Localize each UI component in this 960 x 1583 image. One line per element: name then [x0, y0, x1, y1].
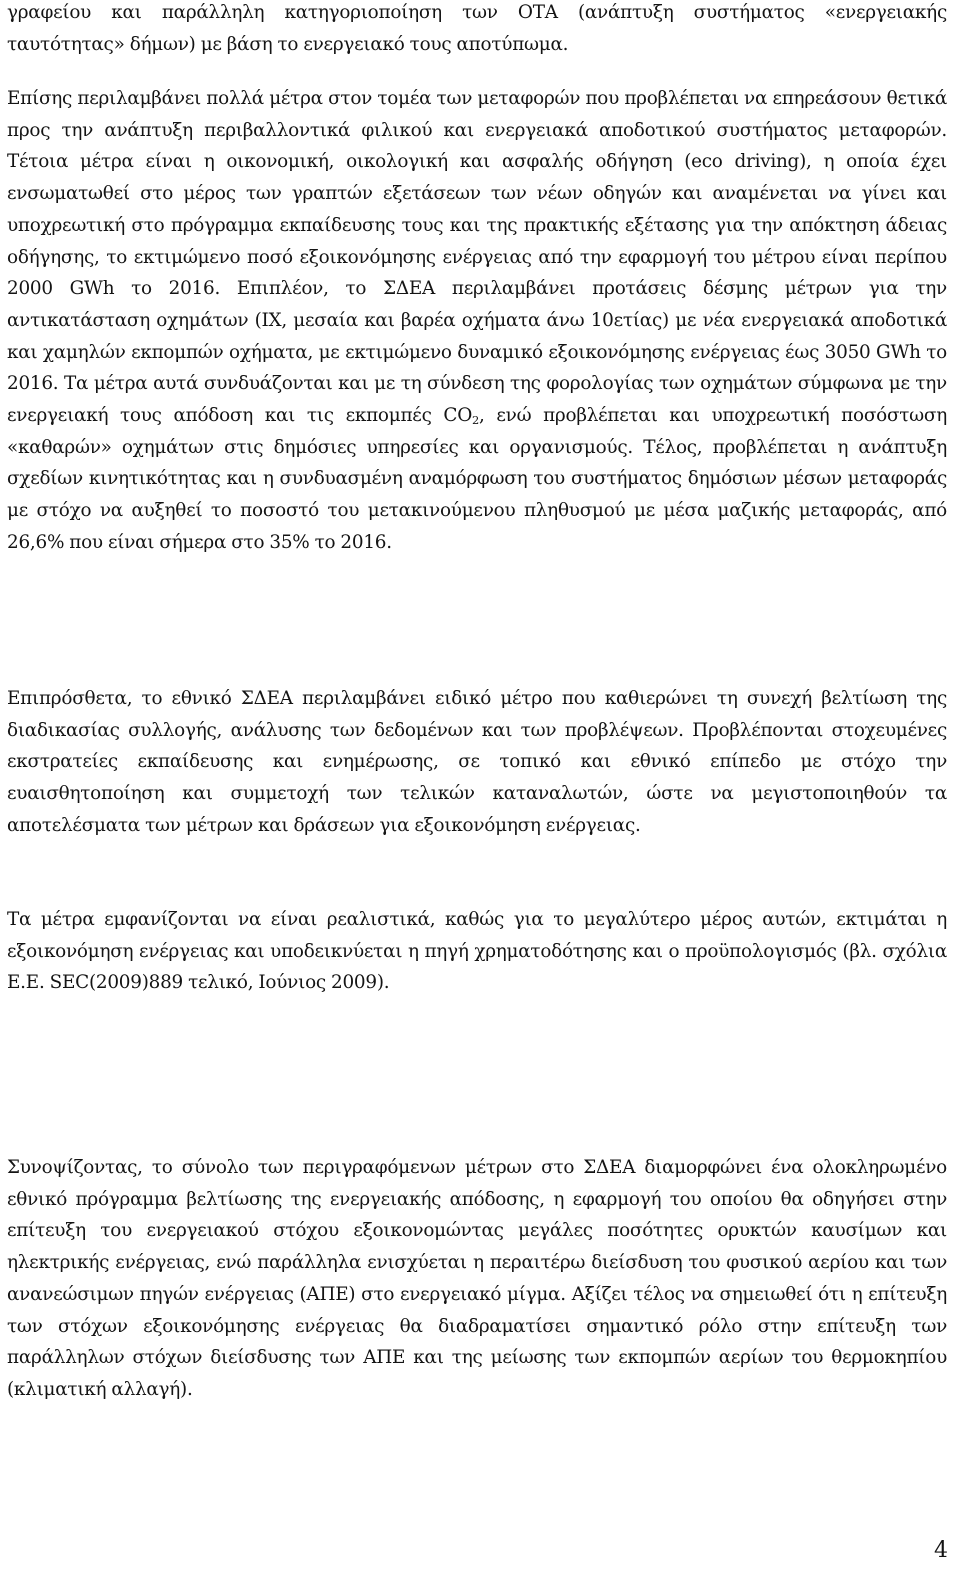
paragraph-text: Επιπρόσθετα, το εθνικό ΣΔΕΑ περιλαμβάνει ειδικό μέτρο που καθιερώνει τη συνεχή βελτίωση της διαδικασίας συλλογής, ανάλυσης των δεδομένων και των προβλέψεων. Προβλέπονται στοχευμένες εκστρατείες εκπαίδευσης και ενημέρωσης, σε τοπικό και εθνικό επίπεδο με στόχο την ευαισθητοποίηση και συμμετοχή των τελικών καταναλωτών, ώστε να μεγιστοποιηθούν τα αποτελέσματα των μέτρων και δράσεων για εξοικονόμηση ενέργειας. [7, 688, 947, 836]
paragraph-text: γραφείου και παράλληλη κατηγοριοποίηση των ΟΤΑ (ανάπτυξη συστήματος «ενεργειακής ταυτότητας» δήμων) με βάση το ενεργειακό τους αποτύπωμα. [7, 2, 947, 55]
paragraph-data-and-campaigns [7, 683, 947, 842]
paragraph-summary [7, 1152, 947, 1406]
paragraph-text-part-1: Επίσης περιλαμβάνει πολλά μέτρα στον τομέα των μεταφορών που προβλέπεται να επηρεάσουν θετικά προς την ανάπτυξη περιβαλλοντικά φιλικού και ενεργειακά αποδοτικού συστήματος μεταφορών. Τέτοια μέτρα είναι η οικονομική, οικολογική και ασφαλής οδήγηση (eco driving), η οποία έχει ενσωματωθεί στο μέρος των γραπτών εξετάσεων των νέων οδηγών και αναμένεται να γίνει και υποχρεωτική στο πρόγραμμα εκπαίδευσης τους και της πρακτικής εξέτασης για την απόκτηση άδειας οδήγησης, το εκτιμώμενο ποσό εξοικονόμησης ενέργειας από την εφαρμογή του μέτρου είναι περίπου 2000 GWh το 2016. Επιπλέον, το ΣΔΕΑ περιλαμβάνει προτάσεις δέσμης μέτρων για την αντικατάσταση οχημάτων (ΙΧ, μεσαία και βαρέα οχήματα άνω 10ετίας) με νέα ενεργειακά αποδοτικά και χαμηλών εκπομπών οχήματα, με εκτιμώμενο δυναμικό εξοικονόμησης ενέργειας έως 3050 GWh το 2016. Τα μέτρα αυτά συνδυάζονται και με τη σύνδεση της φορολογίας των οχημάτων σύμφωνα με την ενεργειακή τους απόδοση και τις εκπομπές CO [7, 88, 947, 427]
paragraph-text: Τα μέτρα εμφανίζονται να είναι ρεαλιστικά, καθώς για το μεγαλύτερο μέρος αυτών, εκτιμάται η εξοικονόμηση ενέργειας και υποδεικνύεται η πηγή χρηματοδότησης και ο προϋπολογισμός (βλ. σχόλια Ε.Ε. SEC(2009)889 τελικό, Ιούνιος 2009). [7, 909, 947, 994]
co2-subscript: 2 [472, 412, 480, 427]
paragraph-text: Συνοψίζοντας, το σύνολο των περιγραφόμενων μέτρων στο ΣΔΕΑ διαμορφώνει ένα ολοκληρωμένο εθνικό πρόγραμμα βελτίωσης της ενεργειακής απόδοσης, η εφαρμογή του οποίου θα οδηγήσει στην επίτευξη του ενεργειακού στόχου εξοικονομώντας μεγάλες ποσότητες ορυκτών καυσίμων και ηλεκτρικής ενέργειας, ενώ παράλληλα ενισχύεται η περαιτέρω διείσδυση του φυσικού αερίου και των ανανεώσιμων πηγών ενέργειας (ΑΠΕ) στο ενεργειακό μίγμα. Αξίζει τέλος να σημειωθεί ότι η επίτευξη των στόχων εξοικονόμησης ενέργειας θα διαδραματίσει σημαντικό ρόλο στην επίτευξη των παράλληλων στόχων διείσδυσης των ΑΠΕ και της μείωσης των εκπομπών αερίων του θερμοκηπίου (κλιματική αλλαγή). [7, 1157, 947, 1400]
paragraph-ota-categorization [7, 0, 947, 60]
paragraph-transport-measures [7, 83, 947, 559]
page-number: 4 [934, 1538, 948, 1563]
paragraph-realistic-measures [7, 904, 947, 999]
paragraph-text-part-2: , ενώ προβλέπεται και υποχρεωτική ποσόστωση «καθαρών» οχημάτων στις δημόσιες υπηρεσίες και οργανισμούς. Τέλος, προβλέπεται η ανάπτυξη σχεδίων κινητικότητας και η συνδυασμένη αναμόρφωση του συστήματος δημόσιων μέσων μεταφοράς με στόχο να αυξηθεί το ποσοστό του μετακινούμενου πληθυσμού με μέσα μαζικής μεταφοράς, από 26,6% που είναι σήμερα στο 35% το 2016. [7, 405, 947, 553]
